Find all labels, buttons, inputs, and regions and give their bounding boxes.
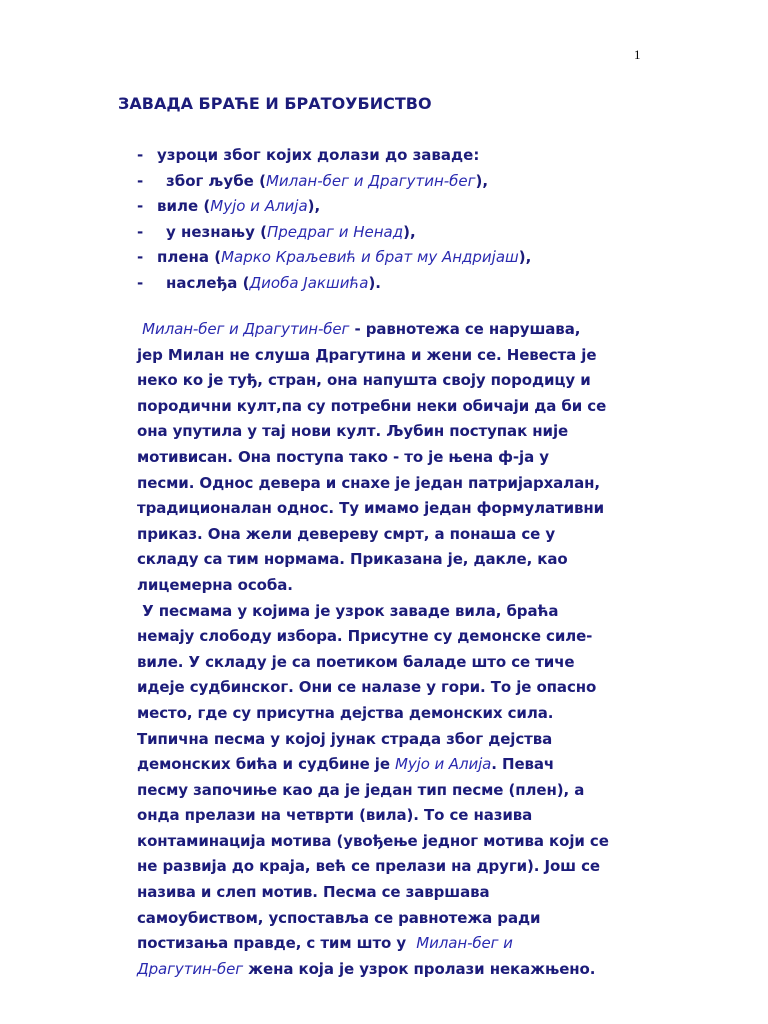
- list-dash: -: [137, 171, 144, 190]
- causes-list: [137, 146, 531, 299]
- list-dash: -: [137, 222, 144, 241]
- line-text: место, где су присутна дејства демонских сила.: [137, 703, 554, 722]
- text-line: [137, 704, 657, 730]
- page-number: 1: [634, 47, 641, 62]
- line-text: она упутила у тај нови култ. Љубин поступак није: [137, 422, 569, 441]
- text-line: [137, 602, 657, 628]
- line-text: демонских бића и судбине је: [137, 755, 396, 774]
- text-line: [137, 422, 657, 448]
- list-text-end: ),: [518, 248, 532, 266]
- list-dash: -: [137, 273, 144, 292]
- text-line: [137, 499, 657, 525]
- line-text: немају слободу избора. Присутне су демонске силе-: [137, 627, 593, 646]
- list-item: [137, 146, 531, 172]
- text-line: [137, 960, 657, 986]
- text-line: [137, 857, 657, 883]
- list-text-end: ),: [403, 222, 416, 241]
- text-line: [137, 320, 657, 346]
- line-text: неко ко је туђ, стран, она напушта своју породицу и: [137, 371, 591, 390]
- list-dash: -: [137, 248, 144, 266]
- list-item: [137, 248, 531, 274]
- line-text-end: жена која је узрок пролази некажњено.: [243, 959, 596, 978]
- line-text: Типична песма у којој јунак страда због дејства: [137, 729, 553, 748]
- line-text: складу са тим нормама. Приказана је, дакле, као: [137, 550, 568, 569]
- text-line: [137, 806, 657, 832]
- text-line: [137, 909, 657, 935]
- line-text: лицемерна особа.: [137, 575, 293, 594]
- list-text: због љубе (: [166, 171, 266, 190]
- document-title: ЗАВАДА БРАЋЕ И БРАТОУБИСТВО: [118, 94, 432, 113]
- text-line: [137, 371, 657, 397]
- list-text: у незнању (: [166, 222, 267, 241]
- text-line: [137, 883, 657, 909]
- text-line: [137, 832, 657, 858]
- list-text: узроци због којих долази до заваде:: [157, 146, 480, 164]
- text-line: [137, 653, 657, 679]
- list-item: [137, 197, 531, 223]
- line-title: Милан-бег и Драгутин-бег: [142, 320, 350, 338]
- line-text-end: - равнотежа се нарушава,: [349, 320, 581, 338]
- text-line: [137, 755, 657, 781]
- list-title: Милан-бег и Драгутин-бег: [265, 171, 476, 190]
- text-line: [137, 934, 657, 960]
- line-text: јер Милан не слуша Драгутина и жени се. Невеста је: [137, 345, 597, 364]
- text-line: [137, 525, 657, 551]
- line-text: назива и слеп мотив. Песма се завршава: [137, 883, 490, 902]
- text-line: [137, 678, 657, 704]
- line-text: традиционалан однос. Ту имамо један формулативни: [137, 499, 605, 518]
- list-text-end: ).: [368, 273, 381, 292]
- line-text: У песмама у којима је узрок заваде вила, браћа: [137, 601, 559, 620]
- line-title: Милан-бег и: [416, 934, 513, 953]
- line-text: онда прелази на четврти (вила). То се назива: [137, 806, 533, 825]
- line-title: Мујо и Алија: [395, 755, 492, 774]
- line-text: песму започиње као да је један тип песме (плен), а: [137, 780, 585, 799]
- body-text: [137, 320, 657, 985]
- line-text: песми. Однос девера и снахе је један патријархалан,: [137, 473, 600, 492]
- text-line: [137, 397, 657, 423]
- list-text: виле (: [157, 197, 211, 215]
- line-text: породични култ,па су потребни неки обичаји да би се: [137, 396, 607, 415]
- list-text-end: ),: [475, 171, 489, 190]
- line-text-end: . Певач: [491, 755, 555, 774]
- line-text: виле. У складу је са поетиком баладе што се тиче: [137, 652, 575, 671]
- list-item: [137, 223, 531, 249]
- list-title: Мујо и Алија: [210, 197, 308, 215]
- line-text: не развија до краја, већ се прелази на други). Још се: [137, 857, 600, 876]
- text-line: [137, 448, 657, 474]
- line-text: идеје судбинског. Они се налазе у гори. То је опасно: [137, 678, 597, 697]
- line-text: постизања правде, с тим што у: [137, 934, 417, 953]
- line-text: мотивисан. Она поступа тако - то је њена ф-ја у: [137, 447, 549, 466]
- list-title: Предраг и Ненад: [266, 222, 404, 241]
- list-item: [137, 172, 531, 198]
- list-text: плена (: [157, 248, 222, 266]
- text-line: [137, 346, 657, 372]
- list-text: наслеђа (: [166, 273, 250, 292]
- line-title: Драгутин-бег: [137, 959, 244, 978]
- list-title: Марко Краљевић и брат му Андријаш: [221, 248, 519, 266]
- list-text-end: ),: [307, 197, 321, 215]
- list-item: [137, 274, 531, 300]
- text-line: [137, 474, 657, 500]
- text-line: [137, 730, 657, 756]
- line-text: самоубиством, успоставља се равнотежа ради: [137, 908, 541, 927]
- text-line: [137, 550, 657, 576]
- line-text: контаминација мотива (увођење једног мотива који се: [137, 831, 609, 850]
- list-dash: -: [137, 197, 144, 215]
- list-dash: -: [137, 146, 144, 164]
- text-line: [137, 576, 657, 602]
- line-text: приказ. Она жели девереву смрт, а понаша се у: [137, 524, 556, 543]
- text-line: [137, 627, 657, 653]
- list-title: Диоба Јакшића: [249, 273, 369, 292]
- text-line: [137, 781, 657, 807]
